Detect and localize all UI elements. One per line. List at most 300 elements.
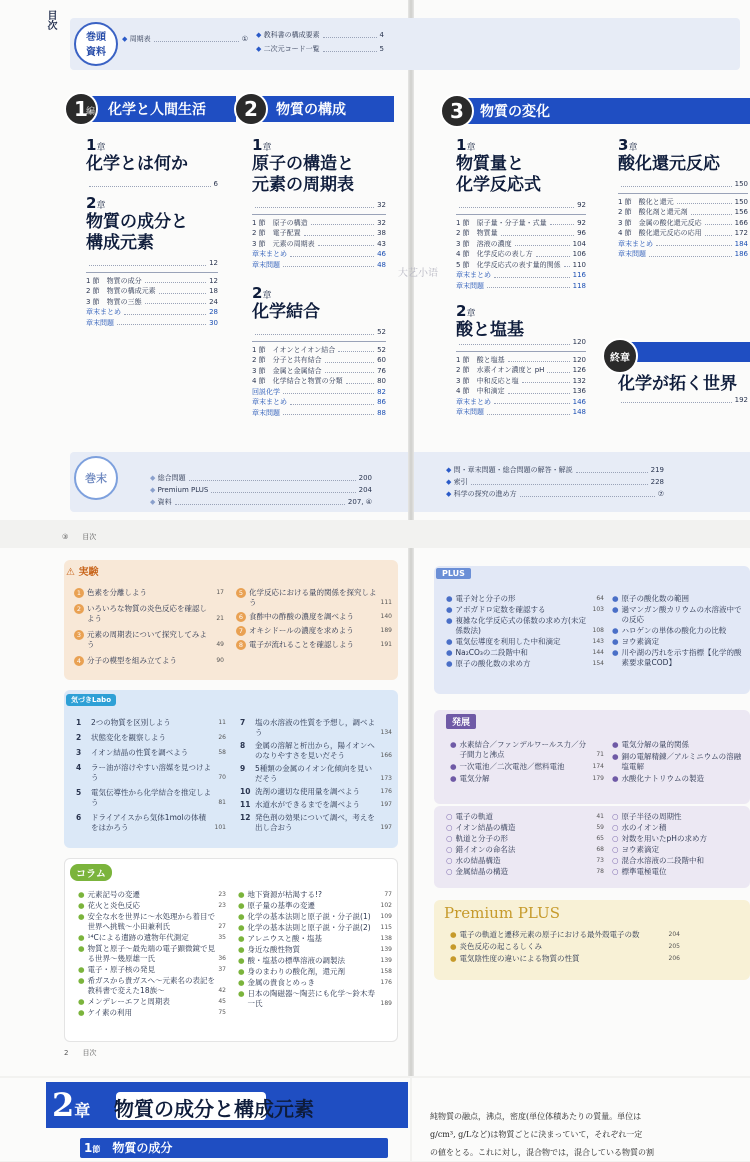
- body-text: [430, 1108, 740, 1162]
- bullet-icon: ●: [78, 890, 85, 899]
- list-row[interactable]: [150, 484, 372, 496]
- item-text: オキシドールの濃度を求めよう: [249, 626, 354, 635]
- toc-row-label: 章末問題: [252, 260, 280, 269]
- item-text: 安全な水を世界に〜水処理から着目で世界へ挑戦〜小田兼利氏: [87, 912, 216, 931]
- bullet-icon: ●: [450, 762, 457, 771]
- u3-ch2[interactable]: [456, 302, 586, 418]
- chapter-title-line2: 元素の周期表: [252, 175, 354, 195]
- feature-item[interactable]: [74, 588, 224, 598]
- item-page: 134: [380, 729, 392, 736]
- feature-item[interactable]: [450, 740, 604, 760]
- toc-row-label: 4 節 化学結合と物質の分類: [252, 377, 343, 385]
- page-label: 目次: [82, 533, 97, 541]
- toc-row[interactable]: [456, 365, 586, 376]
- feature-item[interactable]: [612, 637, 748, 647]
- page-spine: [408, 0, 414, 520]
- toc-row[interactable]: [456, 218, 586, 229]
- leader-dots: [325, 366, 374, 374]
- toc-row[interactable]: [86, 286, 218, 297]
- page-number: [64, 1048, 96, 1058]
- item-text: 金属の貴食とめっき: [247, 978, 315, 987]
- item-number: 6: [236, 612, 246, 622]
- item-text: 色素を分離しよう: [87, 588, 147, 597]
- diamond-icon: ◆: [446, 466, 454, 474]
- toc-row[interactable]: [456, 407, 586, 418]
- feature-item[interactable]: [76, 813, 226, 833]
- warning-icon: ⚠: [66, 567, 75, 578]
- toc-row-page: 43: [377, 239, 386, 248]
- feature-item[interactable]: [446, 659, 604, 669]
- item-text: 物質と原子〜最先端の電子顕微鏡で見る世界〜幾原雄一氏: [87, 944, 216, 963]
- feature-item[interactable]: [238, 978, 392, 988]
- item-number: 12: [240, 813, 251, 822]
- kanto-item[interactable]: [256, 30, 384, 41]
- feature-item[interactable]: [612, 867, 748, 877]
- feature-item[interactable]: [238, 967, 392, 977]
- item-page: 103: [592, 606, 604, 613]
- kanto-item[interactable]: [256, 44, 384, 55]
- toc-row[interactable]: [252, 408, 386, 419]
- toc-row-page: 118: [572, 281, 586, 290]
- hatten-sub-list-right: [612, 812, 748, 878]
- toc-row[interactable]: [86, 297, 218, 308]
- feature-item[interactable]: [74, 604, 224, 624]
- leader-dots: [124, 307, 206, 315]
- item-page: 144: [592, 649, 604, 656]
- feature-item[interactable]: [446, 637, 604, 647]
- toc-row-label: 章末まとめ: [86, 308, 121, 316]
- section-list: [456, 355, 586, 418]
- list-row[interactable]: [446, 488, 664, 500]
- list-row[interactable]: [446, 476, 664, 488]
- feature-item[interactable]: [446, 845, 604, 855]
- toc-row-label: 章末問題: [86, 318, 114, 327]
- unit-3-number: [440, 94, 474, 128]
- item-text: 身のまわりの酸化剤，還元剤: [247, 967, 346, 976]
- feature-item[interactable]: [76, 788, 226, 808]
- leader-dots: [487, 407, 570, 415]
- feature-item[interactable]: [238, 945, 392, 955]
- feature-item[interactable]: [446, 605, 604, 615]
- item-page: 101: [214, 824, 226, 831]
- feature-item[interactable]: [450, 774, 604, 784]
- feature-item[interactable]: [612, 823, 748, 833]
- bullet-icon: ●: [78, 997, 85, 1006]
- feature-item[interactable]: [78, 901, 226, 911]
- bullet-icon: ●: [238, 923, 245, 932]
- feature-item[interactable]: [236, 612, 392, 622]
- feature-item[interactable]: [446, 648, 604, 658]
- page-number-value: ③: [62, 533, 69, 541]
- toc-row-page: 76: [377, 366, 386, 375]
- bullet-icon: ●: [612, 740, 619, 749]
- list-row-page: 219: [650, 466, 664, 474]
- feature-item[interactable]: [240, 813, 392, 833]
- feature-item[interactable]: [612, 648, 748, 668]
- item-page: 27: [218, 923, 226, 930]
- feature-item[interactable]: [612, 845, 748, 855]
- item-page: 173: [380, 775, 392, 782]
- item-text: 炎色反応の起こるしくみ: [459, 942, 543, 951]
- feature-item[interactable]: [240, 800, 392, 810]
- toc-row-label: 2 節 物質の構成元素: [86, 287, 156, 295]
- feature-item[interactable]: [612, 856, 748, 866]
- chapter-page: 120: [572, 338, 586, 346]
- toc-row[interactable]: [252, 260, 386, 271]
- toc-row-page: 126: [572, 366, 586, 374]
- kanto-badge-line1: 巻頭: [86, 32, 106, 43]
- item-page: 36: [218, 955, 226, 962]
- toc-row[interactable]: [252, 345, 386, 356]
- u3-ch3[interactable]: [618, 136, 748, 260]
- chapter-number: [52, 1086, 90, 1124]
- toc-row[interactable]: [86, 276, 218, 287]
- leader-dots: [189, 472, 356, 481]
- feature-item[interactable]: [450, 954, 680, 964]
- feature-item[interactable]: [238, 956, 392, 966]
- toc-row[interactable]: [456, 376, 586, 387]
- item-text: 一次電池／二次電池／燃料電池: [459, 762, 565, 771]
- feature-item[interactable]: [78, 944, 226, 964]
- toc-row[interactable]: [456, 281, 586, 292]
- feature-item[interactable]: [76, 733, 226, 743]
- chapter-title-line2: 化学反応式: [456, 175, 541, 195]
- item-number: 6: [76, 813, 82, 822]
- toc-row-page: 96: [577, 229, 586, 237]
- item-text: アレニウスと酸・塩基: [247, 934, 323, 943]
- item-text: 水道水ができるまでを調べよう: [255, 800, 360, 809]
- unit-2-number: [234, 92, 268, 126]
- bullet-icon: ○: [612, 867, 619, 876]
- list-row-label: [150, 496, 172, 508]
- feature-item[interactable]: [78, 997, 226, 1007]
- item-text: 標準電極電位: [621, 867, 667, 876]
- toc-row[interactable]: [252, 355, 386, 366]
- chapter-title-line1: 原子の構造と: [252, 154, 354, 174]
- bullet-icon: ●: [238, 901, 245, 910]
- feature-item[interactable]: [446, 616, 604, 636]
- toc-row[interactable]: [252, 249, 386, 260]
- kanto-badge: [74, 22, 118, 66]
- item-page: 176: [380, 788, 392, 795]
- bullet-icon: ●: [238, 890, 245, 899]
- bullet-icon: ●: [450, 774, 457, 783]
- toc-row[interactable]: [456, 270, 586, 281]
- feature-item[interactable]: [446, 823, 604, 833]
- feature-item[interactable]: [612, 626, 748, 636]
- leader-dots: [487, 281, 570, 289]
- page-spine: [408, 548, 414, 1076]
- toc-row[interactable]: [252, 397, 386, 408]
- feature-item[interactable]: [612, 812, 748, 822]
- item-page: 23: [218, 902, 226, 909]
- unit-num: 1: [74, 97, 88, 121]
- toc-row-page: 60: [377, 356, 386, 364]
- item-number: 8: [236, 640, 246, 650]
- leader-dots: [522, 376, 570, 384]
- feature-item[interactable]: [450, 762, 604, 772]
- toc-row-page: 186: [734, 250, 748, 258]
- toc-row-page: 28: [209, 308, 218, 316]
- watermark: 大艺小语: [398, 268, 438, 279]
- feature-item[interactable]: [612, 834, 748, 844]
- item-text: ヨウ素滴定: [621, 637, 660, 646]
- experiment-list-left: [74, 588, 224, 672]
- item-number: 7: [240, 718, 246, 727]
- feature-item[interactable]: [612, 594, 748, 604]
- feature-item[interactable]: [450, 930, 680, 940]
- u2-ch2[interactable]: [252, 284, 386, 418]
- feature-item[interactable]: [78, 1008, 226, 1018]
- u1-ch2[interactable]: [86, 194, 218, 328]
- item-number: 4: [76, 763, 82, 772]
- chapter-page: 150: [734, 180, 748, 188]
- experiment-title: [66, 563, 98, 578]
- toc-row[interactable]: [252, 218, 386, 229]
- leader-dots: [117, 318, 206, 326]
- toc-row-label: 章末まとめ: [618, 239, 653, 248]
- toc-row[interactable]: [618, 197, 748, 208]
- feature-item[interactable]: [78, 933, 226, 943]
- item-page: 174: [592, 763, 604, 770]
- item-page: 11: [218, 719, 226, 726]
- feature-item[interactable]: [76, 718, 226, 728]
- u2-ch1[interactable]: [252, 136, 386, 270]
- item-page: 139: [380, 957, 392, 964]
- list-row[interactable]: [150, 472, 372, 484]
- toc-row-page: 172: [734, 229, 748, 237]
- toc-row-label: 4 節 化学反応の表し方: [456, 250, 533, 258]
- toc-row-label: 章末問題: [618, 250, 646, 258]
- feature-item[interactable]: [612, 774, 748, 784]
- final-chapter[interactable]: [618, 374, 748, 406]
- toc-row[interactable]: [456, 239, 586, 250]
- item-page: 158: [380, 968, 392, 975]
- diamond-icon: ◆: [446, 478, 454, 486]
- item-number: 1: [76, 718, 82, 727]
- toc-row[interactable]: [252, 387, 386, 398]
- feature-item[interactable]: [76, 748, 226, 758]
- toc-row[interactable]: [456, 355, 586, 366]
- list-row[interactable]: [150, 496, 372, 508]
- feature-item[interactable]: [446, 856, 604, 866]
- toc-row[interactable]: [618, 207, 748, 218]
- list-row-label: [446, 464, 573, 476]
- leader-dots: [520, 488, 655, 497]
- bullet-icon: ○: [446, 867, 453, 876]
- item-text: 原子の酸化数の範囲: [621, 594, 690, 603]
- appendix-list: [446, 464, 664, 500]
- toc-row-label: 章末問題: [456, 281, 484, 290]
- item-number: 2: [76, 733, 82, 742]
- list-row-label: [150, 484, 208, 496]
- item-page: 59: [596, 824, 604, 831]
- hatten-sub-list-left: [446, 812, 604, 878]
- item-text: 電気分解の量的関係: [621, 740, 690, 749]
- toc-row[interactable]: [252, 376, 386, 387]
- bullet-icon: ●: [78, 944, 85, 953]
- chapter-number: 1: [456, 136, 467, 154]
- toc-row-label: 2 節 物質量: [456, 229, 498, 237]
- bullet-icon: ●: [238, 989, 245, 998]
- item-page: 70: [218, 774, 226, 781]
- bullet-icon: ○: [446, 812, 453, 821]
- feature-item[interactable]: [446, 594, 604, 604]
- u1-ch1[interactable]: [86, 136, 218, 190]
- toc-row[interactable]: [456, 397, 586, 408]
- toc-row-page: 86: [377, 398, 386, 406]
- toc-row[interactable]: [618, 228, 748, 239]
- feature-item[interactable]: [238, 901, 392, 911]
- chapter-page: 12: [209, 259, 218, 267]
- chapter-number: 1: [86, 136, 97, 154]
- toc-row[interactable]: [86, 307, 218, 318]
- toc-row[interactable]: [456, 386, 586, 397]
- bullet-icon: ●: [78, 912, 85, 921]
- toc-row[interactable]: [456, 260, 586, 271]
- toc-row-page: 46: [377, 250, 386, 258]
- feature-item[interactable]: [74, 656, 224, 666]
- toc-row[interactable]: [456, 249, 586, 260]
- toc-row-page: 18: [209, 287, 218, 295]
- feature-item[interactable]: [78, 912, 226, 932]
- bullet-icon: ●: [238, 967, 245, 976]
- plus-list-left: [446, 594, 604, 670]
- toc-row-page: 150: [734, 197, 748, 206]
- leader-dots: [283, 260, 374, 268]
- feature-item[interactable]: [78, 976, 226, 996]
- item-text: 塩の水溶液の性質を予想し，調べよう: [255, 718, 375, 737]
- chapter-number: 3: [618, 136, 629, 154]
- kanto-item[interactable]: [122, 34, 248, 45]
- toc-row-label: 章末まとめ: [456, 397, 491, 406]
- feature-item[interactable]: [238, 890, 392, 900]
- feature-item[interactable]: [236, 588, 392, 608]
- list-row-page: 200: [358, 474, 372, 482]
- leader-dots: [494, 270, 570, 278]
- toc-row[interactable]: [252, 228, 386, 239]
- feature-item[interactable]: [78, 965, 226, 975]
- toc-row-label: 章末まとめ: [456, 271, 491, 279]
- toc-row-label: 3 節 中和反応と塩: [456, 376, 519, 385]
- list-row-page: ⑦: [657, 490, 664, 498]
- feature-item[interactable]: [238, 934, 392, 944]
- item-text: 水酸化ナトリウムの製造: [621, 774, 704, 783]
- labo-list-right: [240, 718, 392, 836]
- toc-row[interactable]: [252, 366, 386, 377]
- feature-item[interactable]: [238, 923, 392, 933]
- toc-row-page: 132: [572, 376, 586, 385]
- diamond-icon: ◆: [150, 474, 158, 482]
- chapter-title-text: 物質の成分と構成元素: [114, 1097, 314, 1121]
- bullet-icon: ○: [612, 823, 619, 832]
- toc-row[interactable]: [618, 218, 748, 229]
- bullet-icon: ●: [446, 616, 453, 625]
- feature-item[interactable]: [236, 626, 392, 636]
- bullet-icon: ●: [78, 901, 85, 910]
- chapter-page: 6: [213, 180, 218, 188]
- bullet-icon: ○: [612, 812, 619, 821]
- feature-item[interactable]: [74, 630, 224, 650]
- u3-ch1[interactable]: [456, 136, 586, 291]
- item-text: 原子半径の周期性: [621, 812, 682, 821]
- bullet-icon: ●: [78, 1008, 85, 1017]
- feature-item[interactable]: [612, 752, 748, 772]
- toc-row-label: 3 節 金属の酸化還元反応: [618, 218, 702, 227]
- item-page: 102: [380, 902, 392, 909]
- item-text: メンデレーエフと周期表: [87, 997, 170, 1006]
- bullet-icon: ●: [238, 956, 245, 965]
- item-page: 154: [592, 660, 604, 667]
- page-number-value: 2: [64, 1049, 69, 1057]
- toc-row[interactable]: [86, 318, 218, 329]
- item-number: 5: [236, 588, 246, 598]
- toc-row-page: 120: [572, 355, 586, 364]
- chapter-sho: 章: [466, 143, 476, 153]
- feature-item[interactable]: [240, 741, 392, 761]
- feature-item[interactable]: [238, 989, 392, 1009]
- toc-row[interactable]: [456, 228, 586, 239]
- leader-dots: [159, 286, 206, 294]
- feature-item[interactable]: [76, 763, 226, 783]
- bullet-icon: ○: [446, 845, 453, 854]
- feature-item[interactable]: [612, 605, 748, 625]
- bullet-icon: ●: [238, 912, 245, 921]
- feature-item[interactable]: [238, 912, 392, 922]
- item-page: 71: [596, 751, 604, 758]
- toc-row-page: 104: [572, 239, 586, 248]
- leader-dots: [494, 397, 570, 405]
- chapter-number: 1: [252, 136, 263, 154]
- list-row-label: [150, 472, 186, 484]
- item-number: 1: [74, 588, 84, 598]
- bullet-icon: ●: [238, 945, 245, 954]
- feature-item[interactable]: [236, 640, 392, 650]
- bullet-icon: ●: [78, 976, 85, 985]
- column-list-left: [78, 890, 226, 1019]
- item-text: 電子対と分子の形: [455, 594, 516, 603]
- feature-item[interactable]: [240, 787, 392, 797]
- feature-item[interactable]: [612, 740, 748, 750]
- diamond-icon: ◆: [150, 486, 158, 494]
- toc-row-label: 1 節 イオンとイオン結合: [252, 345, 336, 354]
- item-page: 58: [218, 749, 226, 756]
- feature-item[interactable]: [78, 890, 226, 900]
- toc-row-page: 48: [377, 260, 386, 269]
- feature-item[interactable]: [446, 834, 604, 844]
- bullet-icon: ●: [612, 626, 619, 635]
- toc-row[interactable]: [252, 239, 386, 250]
- feature-item[interactable]: [240, 718, 392, 738]
- toc-row[interactable]: [618, 239, 748, 250]
- column-title: コラム: [70, 864, 112, 881]
- feature-item[interactable]: [446, 812, 604, 822]
- toc-row-page: 52: [377, 345, 386, 354]
- toc-row[interactable]: [618, 249, 748, 260]
- feature-item[interactable]: [450, 942, 680, 952]
- list-row[interactable]: [446, 464, 664, 476]
- unit-1-hen: 編: [86, 107, 96, 117]
- leader-dots: [145, 297, 206, 305]
- item-page: 115: [380, 924, 392, 931]
- item-page: 42: [218, 987, 226, 994]
- bullet-icon: ●: [612, 774, 619, 783]
- bullet-icon: ●: [612, 648, 619, 657]
- feature-item[interactable]: [240, 764, 392, 784]
- toc-row-page: 30: [209, 318, 218, 327]
- chapter-sho: 章: [628, 143, 638, 153]
- feature-item[interactable]: [446, 867, 604, 877]
